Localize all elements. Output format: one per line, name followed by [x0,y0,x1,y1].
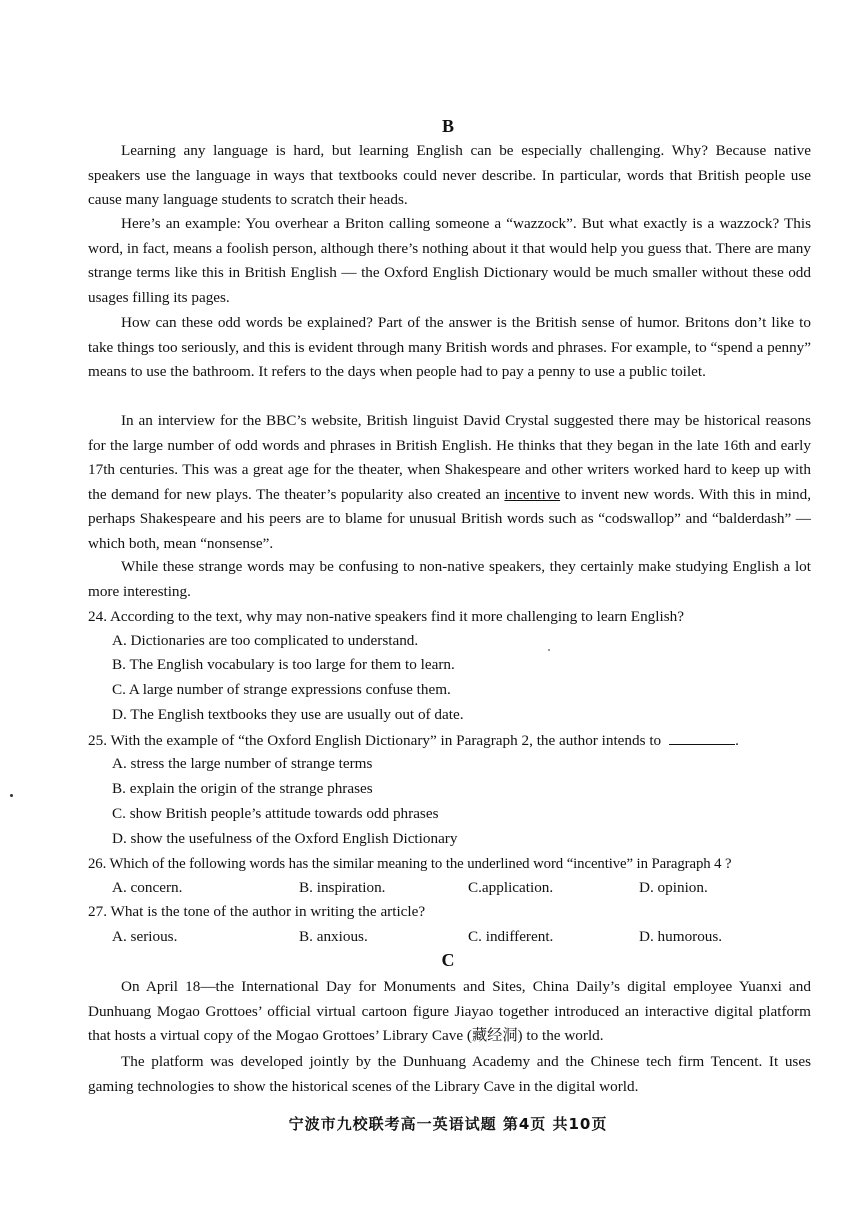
question-25-option-d: D. show the usefulness of the Oxford English Dictionary [112,830,458,847]
question-25-stem: 25. With the example of “the Oxford English Dictionary” in Paragraph 2, the author intends to [88,732,662,749]
paragraph-4-text-after: to invent new words. With this in mind, perhaps Shakespeare and his peers are to blame for unusual British words such as “codswallop” and “balderdash” — which both, mean “nonsense”. [88,485,812,552]
question-24-option-a: A. Dictionaries are too complicated to understand. [112,632,419,649]
question-24-option-c: C. A large number of strange expressions confuse them. [112,681,451,698]
question-24-option-d: D. The English textbooks they use are usually out of date. [112,706,464,723]
question-25-line [88,729,818,753]
scan-speck [10,794,13,797]
question-27-option-b: B. anxious. [299,928,368,945]
section-b-paragraph-5: While these strange words may be confusing to non-native speakers, they certainly make studying English a lot more interesting. [88,558,811,600]
question-25-option-a: A. stress the large number of strange terms [112,755,373,772]
section-b-paragraph-3: How can these odd words be explained? Part of the answer is the British sense of humor. Britons don’t like to take things too seriously, and this is evident through many British words and phrases. For example, to “spend a penny” means to use the bathroom. It refers to the days when people had to pay a penny to use a public toilet. [88,314,811,381]
question-25-end: . [735,732,739,749]
underlined-word-incentive: incentive [504,485,561,503]
section-b-heading: B [441,116,454,136]
question-24-stem: 24. According to the text, why may non-native speakers find it more challenging to learn English? [88,608,684,625]
question-26-stem: 26. Which of the following words has the similar meaning to the underlined word “incentive” in Paragraph 4 ? [88,856,732,872]
question-27-option-a: A. serious. [112,928,178,945]
question-27-option-c: C. indifferent. [468,928,554,945]
section-c-heading: C [441,950,455,970]
section-b-paragraph-1: Learning any language is hard, but learning English can be especially challenging. Why? Because native speakers use the language in ways that textbooks could never describe. In particular, words that British people use cause many language students to scratch their heads. [88,142,811,209]
question-27-options [112,925,752,949]
section-c-paragraph-1: On April 18—the International Day for Monuments and Sites, China Daily’s digital employee Yuanxi and Dunhuang Mogao Grottoes’ official virtual cartoon figure Jiayao together introduced an interactive digital platform that hosts a virtual copy of the Mogao Grottoes’ Library Cave (藏经洞) to the world. [88,978,811,1045]
question-25-option-b: B. explain the origin of the strange phrases [112,780,373,797]
section-b-paragraph-4 [88,409,811,557]
question-26-option-b: B. inspiration. [299,879,386,896]
question-26-option-a: A. concern. [112,879,183,896]
page-footer: 宁波市九校联考高一英语试题 第4页 共10页 [288,1115,608,1133]
answer-blank [669,730,735,745]
question-26-option-d: D. opinion. [639,879,708,896]
section-c-paragraph-2: The platform was developed jointly by the Dunhuang Academy and the Chinese tech firm Tencent. It uses gaming technologies to show the historical scenes of the Library Cave in the digital world. [88,1053,811,1095]
paragraph-4-text-before: In an interview for the BBC’s website, British linguist David Crystal suggested there may be historical reasons for the large number of odd words and phrases in British English. He thinks that they began in the late 16th and early 17th centuries. This was a great age for the theater, when Shakespeare and other writers worked hard to keep up with the demand for new plays. The theater’s popularity also created an [88,412,811,503]
section-b-paragraph-2: Here’s an example: You overhear a Briton calling someone a “wazzock”. But what exactly is a wazzock? This word, in fact, means a foolish person, although there’s nothing about it that would help you guess that. There are many strange terms like this in British English — the Oxford English Dictionary would be much smaller without these odd usages filling its pages. [88,215,811,306]
scan-speck [548,649,550,651]
question-26-options [112,876,752,900]
question-24-option-b: B. The English vocabulary is too large for them to learn. [112,656,455,673]
question-25-option-c: C. show British people’s attitude towards odd phrases [112,805,439,822]
question-27-stem: 27. What is the tone of the author in writing the article? [88,903,426,920]
question-27-option-d: D. humorous. [639,928,723,945]
question-26-option-c: C.application. [468,879,554,896]
